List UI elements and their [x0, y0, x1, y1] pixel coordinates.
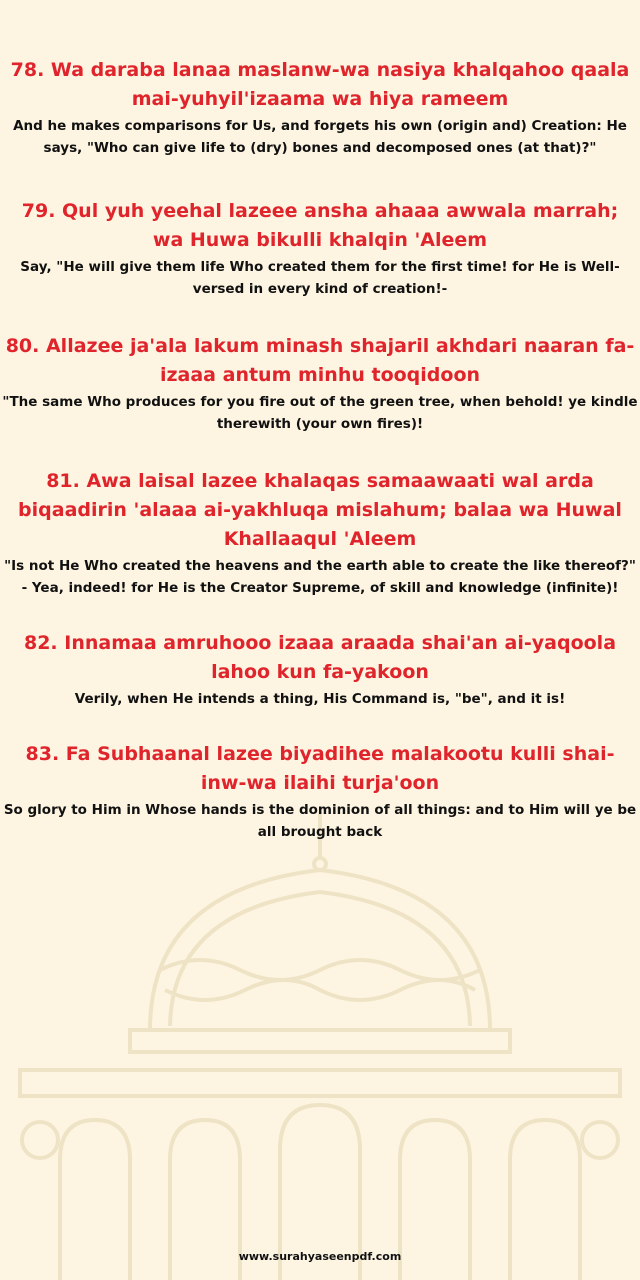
- verse-translation: "The same Who produces for you fire out of the green tree, when behold! ye kindle therewith (your own fires)!: [2, 394, 638, 432]
- verse-list: [0, 56, 640, 843]
- verse-translation: And he makes comparisons for Us, and forgets his own (origin and) Creation: He says, "Who can give life to (dry) bones and decomposed ones (at that)?": [13, 118, 627, 156]
- verse-translation: Say, "He will give them life Who created them for the first time! for He is Well-versed in every kind of creation!-: [20, 259, 620, 297]
- verse-transliteration: 83. Fa Subhaanal lazee biyadihee malakootu kulli shai-inw-wa ilaihi turja'oon: [25, 743, 615, 794]
- verse-83: [0, 740, 640, 843]
- website-footer[interactable]: www.surahyaseenpdf.com: [238, 1250, 402, 1263]
- verse-80: [0, 332, 640, 435]
- verse-translation: "Is not He Who created the heavens and the earth able to create the like thereof?" - Yea, indeed! for He is the Creator Supreme, of skill and knowledge (infinite)!: [4, 558, 636, 596]
- verse-78: [0, 56, 640, 159]
- verse-82: [0, 629, 640, 710]
- verse-79: [0, 197, 640, 300]
- mosque-dome-watermark-icon: [0, 800, 640, 1280]
- verse-transliteration: 82. Innamaa amruhooo izaaa araada shai'an ai-yaqoola lahoo kun fa-yakoon: [23, 632, 617, 683]
- verse-transliteration: 81. Awa laisal lazee khalaqas samaawaati wal arda biqaadirin 'alaaa ai-yakhluqa mislahum; balaa wa Huwal Khallaaqul 'Aleem: [18, 470, 622, 550]
- verse-transliteration: 80. Allazee ja'ala lakum minash shajaril akhdari naaran fa-izaaa antum minhu tooqidoon: [5, 335, 635, 386]
- verse-transliteration: 79. Qul yuh yeehal lazeee ansha ahaaa awwala marrah; wa Huwa bikulli khalqin 'Aleem: [21, 200, 619, 251]
- verse-translation: Verily, when He intends a thing, His Command is, "be", and it is!: [74, 691, 566, 707]
- verse-transliteration: 78. Wa daraba lanaa maslanw-wa nasiya khalqahoo qaala mai-yuhyil'izaama wa hiya rameem: [10, 59, 630, 110]
- verse-translation: So glory to Him in Whose hands is the dominion of all things: and to Him will ye be all brought back: [3, 802, 637, 840]
- verse-81: [0, 467, 640, 599]
